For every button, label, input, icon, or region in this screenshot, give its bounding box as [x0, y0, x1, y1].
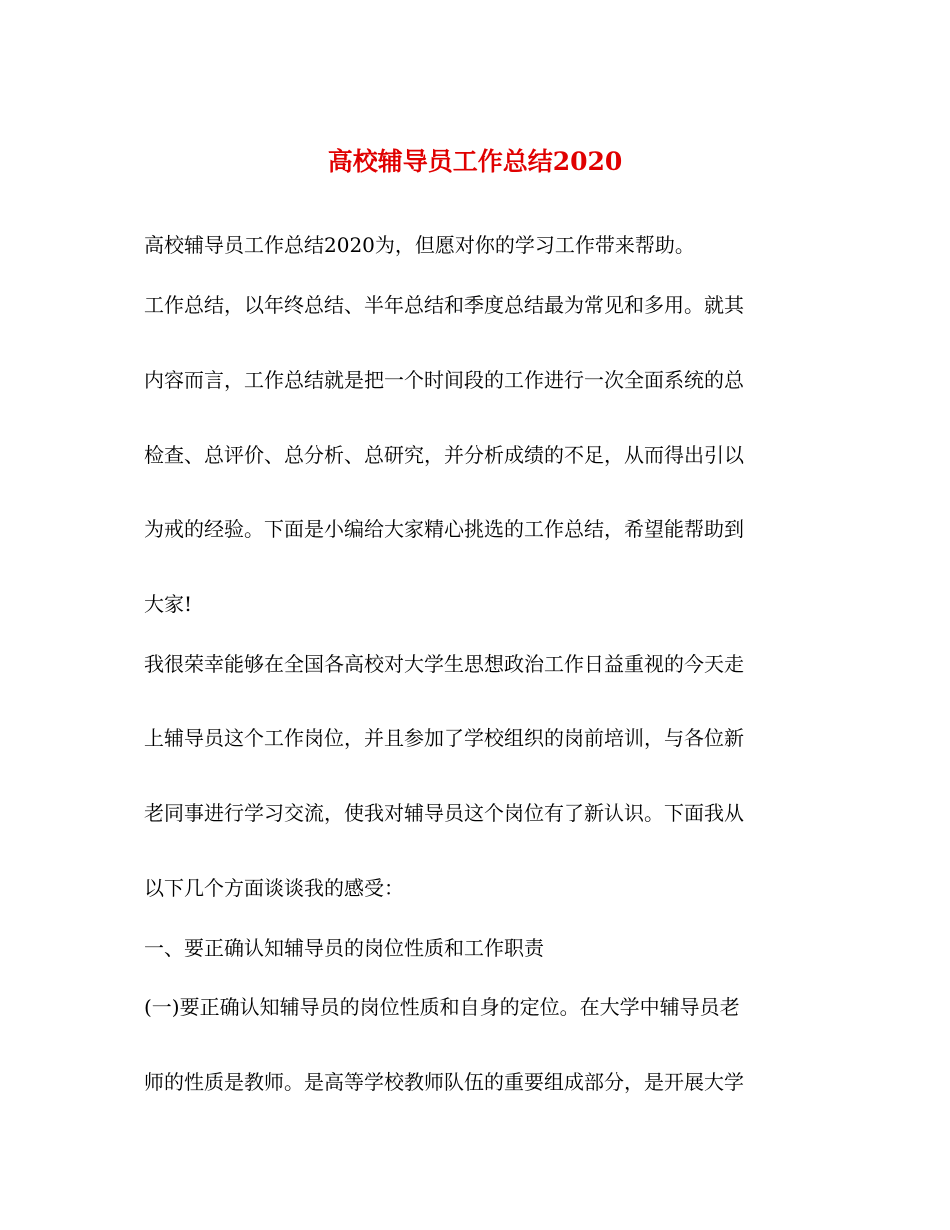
intro-line: 高校辅导员工作总结2020为，但愿对你的学习工作带来帮助。	[144, 233, 695, 257]
paragraph-line: 我很荣幸能够在全国各高校对大学生思想政治工作日益重视的今天走	[144, 652, 744, 676]
paragraph-line: 检查、总评价、总分析、总研究，并分析成绩的不足，从而得出引以	[144, 443, 744, 467]
paragraph-line: 工作总结，以年终总结、半年总结和季度总结最为常见和多用。就其	[144, 293, 744, 317]
paragraph-line: 内容而言，工作总结就是把一个时间段的工作进行一次全面系统的总	[144, 368, 744, 392]
paragraph-line: 师的性质是教师。是高等学校教师队伍的重要组成部分，是开展大学	[144, 1070, 744, 1094]
paragraph-line: (一)要正确认知辅导员的岗位性质和自身的定位。在大学中辅导员老	[144, 995, 740, 1019]
paragraph-line: 以下几个方面谈谈我的感受：	[144, 876, 404, 900]
section-heading: 一、要正确认知辅导员的岗位性质和工作职责	[144, 936, 544, 960]
paragraph-line: 老同事进行学习交流，使我对辅导员这个岗位有了新认识。下面我从	[144, 801, 744, 825]
paragraph-line: 上辅导员这个工作岗位，并且参加了学校组织的岗前培训，与各位新	[144, 726, 744, 750]
paragraph-line: 为戒的经验。下面是小编给大家精心挑选的工作总结，希望能帮助到	[144, 517, 744, 541]
document-title: 高校辅导员工作总结2020	[327, 147, 623, 176]
paragraph-line: 大家!	[144, 592, 193, 616]
